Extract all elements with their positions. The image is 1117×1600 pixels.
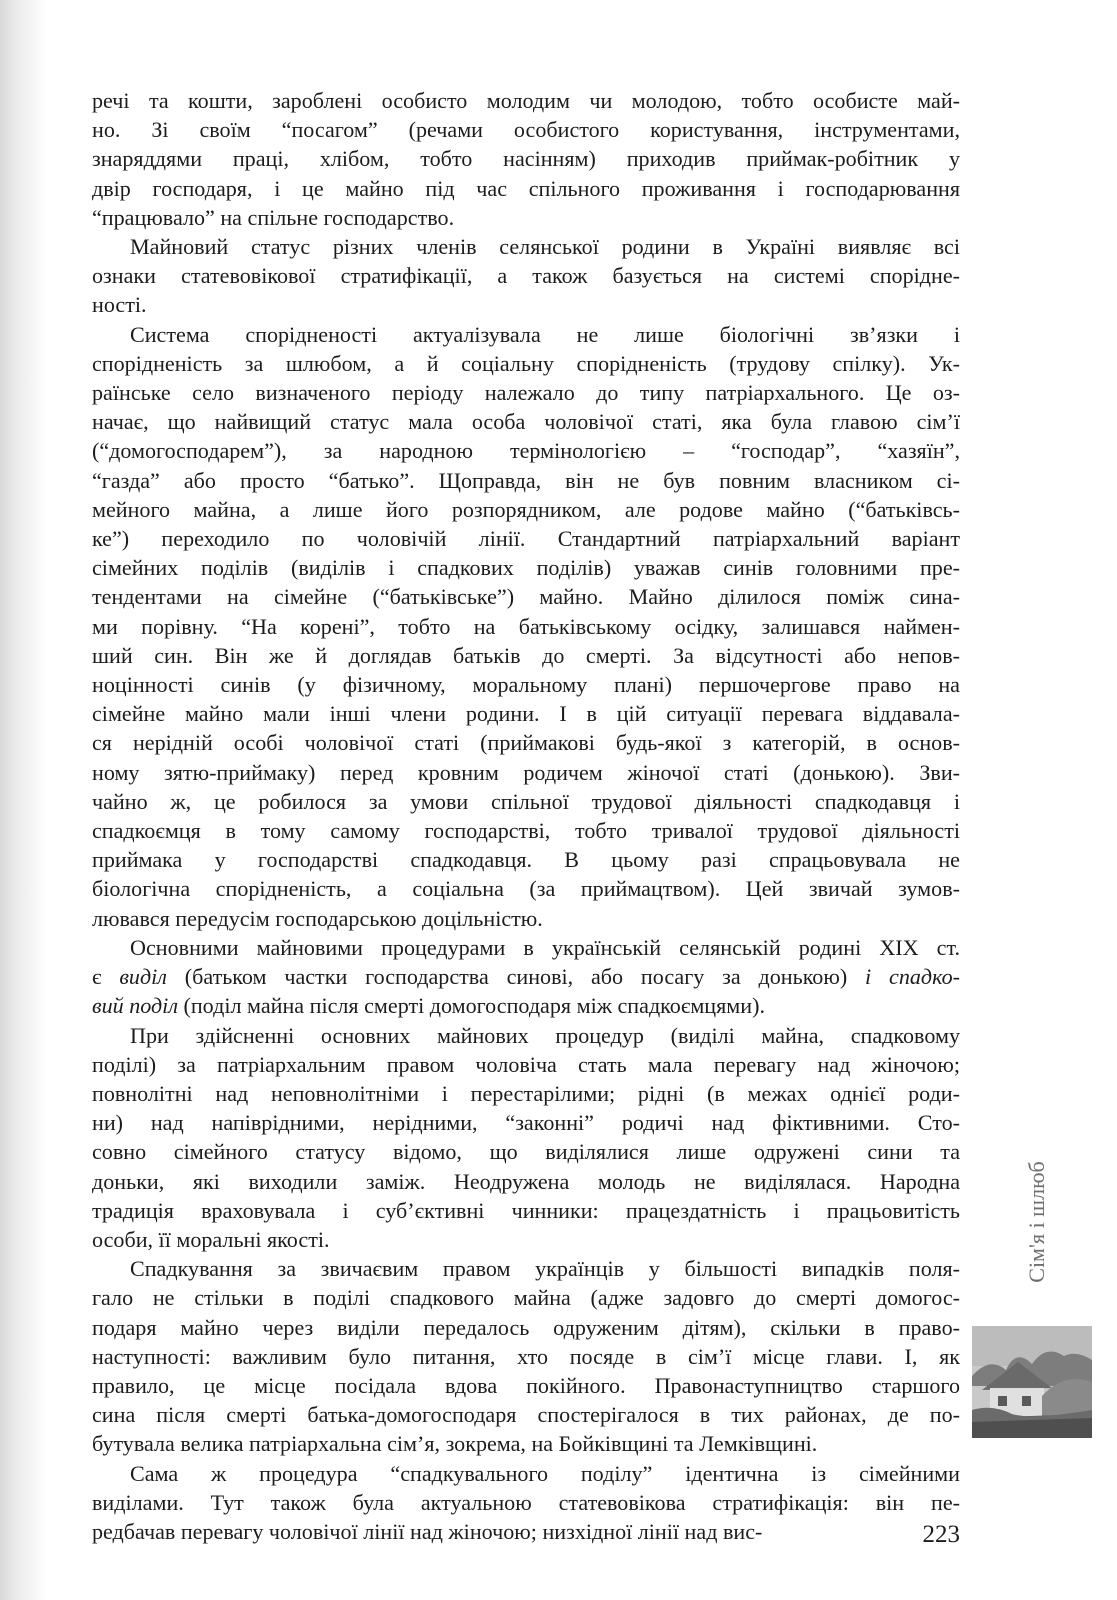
- paragraph: [92, 86, 960, 232]
- text-line: приймака у господарстві спадкодавця. В цьому разі спрацьовувала не: [92, 847, 960, 873]
- text-line: сімейне майно мали інші члени родини. І в цій ситуації перевага віддавала-: [92, 701, 960, 727]
- text-line: ни) над напіврідними, нерідними, “законні” родичі над фіктивними. Сто-: [92, 1110, 960, 1136]
- text-line: виділами. Тут також була актуальною статевовікова стратифікація: він пе-: [92, 1489, 960, 1515]
- text-line: доньки, які виходили заміж. Неодружена молодь не виділялася. Народна: [92, 1168, 960, 1194]
- text-line: но. Зі своїм “посагом” (речами особистого користування, інструментами,: [92, 117, 960, 143]
- text-line: ності.: [92, 292, 147, 318]
- text-line: мейного майна, а лише його розпорядником, але родове майно (“батьківсь-: [92, 496, 960, 522]
- text-line: ноцінності синів (у фізичному, моральному плані) першочергове право на: [92, 672, 960, 698]
- text-line: є виділ (батьком частки господарства синові, або посагу за донькою) і спадко-: [92, 964, 960, 990]
- paragraph: [92, 933, 960, 1021]
- text-line: ознаки статевовікової стратифікації, а також базується на системі спорідне-: [92, 263, 960, 289]
- text-line: Спадкування за звичаєвим правом українців у більшості випадків поля-: [130, 1256, 960, 1282]
- text-line: особи, її моральні якості.: [92, 1226, 330, 1252]
- text-line: Основними майновими процедурами в українській селянській родині ХІХ ст.: [130, 934, 960, 960]
- paragraph: [92, 320, 960, 933]
- text-line: подаря майно через виділи передалось одруженим дітям), скільки в право-: [92, 1314, 960, 1340]
- text-line: ми порівну. “На корені”, тобто на батьківському осідку, залишався наймен-: [92, 613, 960, 639]
- text-line: сина після смерті батька-домогосподаря спостерігалося в тих районах, де по-: [92, 1402, 960, 1428]
- text-line: раїнське село визначеного періоду належало до типу патріархального. Це оз-: [92, 380, 960, 406]
- text-line: При здійсненні основних майнових процедур (виділі майна, спадковому: [130, 1022, 960, 1048]
- text-line: совно сімейного статусу відомо, що виділялися лише одружені сини та: [92, 1139, 960, 1165]
- paragraph: [92, 1021, 960, 1255]
- paragraph: [92, 232, 960, 320]
- running-head: [1002, 1112, 1072, 1332]
- text-line: редбачав перевагу чоловічої лінії над жіночою; низхідної лінії над вис-: [92, 1518, 763, 1544]
- text-line: сімейних поділів (виділів і спадкових поділів) уважав синів головними пре-: [92, 555, 960, 581]
- text-line: біологічна спорідненість, а соціальна (за приймацтвом). Цей звичай зумов-: [92, 876, 960, 902]
- text-line: речі та кошти, зароблені особисто молодим чи молодою, тобто особисте май-: [92, 88, 960, 113]
- text-line: лювався передусім господарською доцільністю.: [92, 905, 543, 931]
- text-line: спадкоємця в тому самому господарстві, тобто тривалої трудової діяльності: [92, 818, 960, 844]
- text-line: Майновий статус різних членів селянської родини в Україні виявляє всі: [130, 234, 960, 260]
- page-binding-shadow: [0, 0, 46, 1600]
- text-line: Система спорідненості актуалізувала не лише біологічні зв’язки і: [130, 321, 960, 347]
- text-line: начає, що найвищий статус мала особа чоловічої статі, яка була главою сім’ї: [92, 409, 960, 435]
- paragraph: [92, 1459, 960, 1547]
- text-line: “працювало” на спільне господарство.: [92, 204, 455, 230]
- running-head-text: Сім'я і шлюб: [1024, 1161, 1049, 1283]
- text-line: “газда” або просто “батько”. Щоправда, він не був повним власником сі-: [92, 467, 960, 493]
- text-line: (“домогосподарем”), за народною термінологією – “господар”, “хазяїн”,: [92, 438, 960, 464]
- text-line: традиція враховувала і суб’єктивні чинники: працездатність і працьовитість: [92, 1197, 960, 1223]
- text-line: знаряддями праці, хлібом, тобто насінням) приходив приймак-робітник у: [92, 146, 960, 172]
- village-house-vignette: [972, 1326, 1092, 1438]
- page-number: 223: [922, 1521, 960, 1548]
- text-line: повнолітні над неповнолітніми і перестарілими; рідні (в межах однієї роди-: [92, 1080, 960, 1106]
- text-line: правило, це місце посідала вдова покійного. Правонаступництво старшого: [92, 1372, 960, 1398]
- text-line: спорідненість за шлюбом, а й соціальну спорідненість (трудову спілку). Ук-: [92, 350, 960, 376]
- text-line: гало не стільки в поділі спадкового майна (адже задовго до смерті домогос-: [92, 1285, 960, 1311]
- text-line: бутувала велика патріархальна сім’я, зокрема, на Бойківщині та Лемківщині.: [92, 1431, 818, 1457]
- text-line: ному зятю-приймаку) перед кровним родичем жіночої статі (донькою). Зви-: [92, 759, 960, 785]
- body-text: [92, 86, 960, 1546]
- text-line: вий поділ (поділ майна після смерті домогосподаря між спадкоємцями).: [92, 993, 765, 1019]
- text-line: ся нерідній особі чоловічої статі (приймакові будь-якої з категорій, в основ-: [92, 730, 960, 756]
- text-line: ший син. Він же й доглядав батьків до смерті. За відсутності або непов-: [92, 642, 960, 668]
- text-line: поділі) за патріархальним правом чоловіча стать мала перевагу над жіночою;: [92, 1051, 960, 1077]
- text-line: наступності: важливим було питання, хто посяде в сім’ї місце глави. І, як: [92, 1343, 960, 1369]
- text-line: ке”) переходило по чоловічій лінії. Стандартний патріархальний варіант: [92, 526, 960, 552]
- text-line: двір господаря, і це майно під час спільного проживання і господарювання: [92, 175, 960, 201]
- paragraph: [92, 1254, 960, 1458]
- text-line: чайно ж, це робилося за умови спільної трудової діяльності спадкодавця і: [92, 788, 960, 814]
- text-line: Сама ж процедура “спадкувального поділу” ідентична із сімейними: [130, 1460, 960, 1486]
- text-line: тендентами на сімейне (“батьківське”) майно. Майно ділилося поміж сина-: [92, 584, 960, 610]
